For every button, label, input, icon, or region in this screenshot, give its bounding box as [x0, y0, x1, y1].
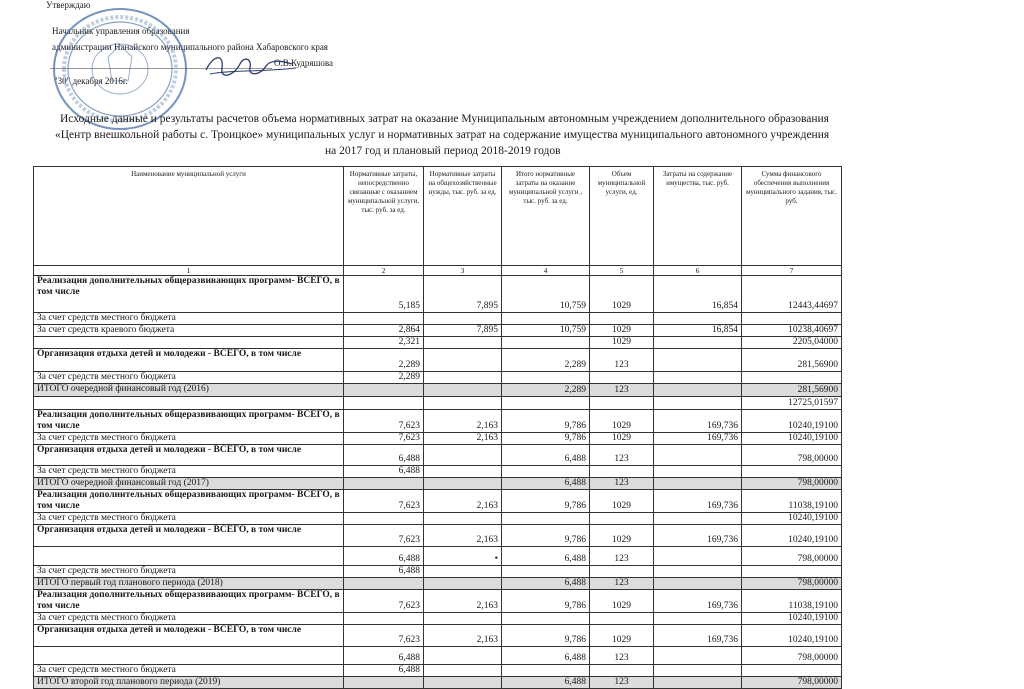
column-number: 4	[502, 266, 590, 276]
value-cell-c3	[424, 677, 502, 689]
value-cell-c6: 169,736	[654, 490, 742, 513]
value-cell-c2	[344, 478, 424, 490]
service-name-cell: ИТОГО очередной финансовый год (2017)	[34, 478, 344, 490]
value-cell-c7: 10240,19100	[742, 525, 842, 547]
approver-position-line1: Начальник управления образования	[52, 26, 190, 36]
approver-position-line2: администрации Нанайского муниципального района Хабаровского края	[52, 42, 328, 52]
value-cell-c7	[742, 566, 842, 578]
value-cell-c4: 10,759	[502, 325, 590, 337]
value-cell-c5: 123	[590, 478, 654, 490]
value-cell-c2	[344, 313, 424, 325]
value-cell-c2: 5,185	[344, 276, 424, 313]
value-cell-c7: 798,00000	[742, 478, 842, 490]
value-cell-c3: 2,163	[424, 525, 502, 547]
column-number: 3	[424, 266, 502, 276]
column-number: 1	[34, 266, 344, 276]
value-cell-c4	[502, 513, 590, 525]
value-cell-c7: 2205,04000	[742, 337, 842, 349]
value-cell-c4: 9,786	[502, 433, 590, 445]
value-cell-c6: 16,854	[654, 276, 742, 313]
value-cell-c7	[742, 665, 842, 677]
value-cell-c3	[424, 466, 502, 478]
value-cell-c5: 123	[590, 647, 654, 665]
value-cell-c2	[344, 677, 424, 689]
service-name-cell: Организация отдыха детей и молодежи - ВСЕГО, в том числе	[34, 525, 344, 547]
value-cell-c3: 2,163	[424, 410, 502, 433]
document-title-line1: Исходные данные и результаты расчетов объема нормативных затрат на оказание Муниципальным автономным учреждением дополнительного образования	[60, 113, 829, 125]
approval-date: "30" декабря 2016г.	[54, 76, 128, 86]
table-row	[34, 384, 842, 397]
value-cell-c5	[590, 513, 654, 525]
value-cell-c6	[654, 372, 742, 384]
value-cell-c3	[424, 613, 502, 625]
value-cell-c6: 169,736	[654, 525, 742, 547]
value-cell-c2: 6,488	[344, 466, 424, 478]
table-header-row	[34, 167, 842, 266]
approval-header: Утверждаю	[46, 0, 91, 10]
value-cell-c4: 6,488	[502, 478, 590, 490]
value-cell-c6	[654, 647, 742, 665]
value-cell-c5: 123	[590, 578, 654, 590]
value-cell-c3	[424, 665, 502, 677]
table-row	[34, 613, 842, 625]
value-cell-c6	[654, 665, 742, 677]
value-cell-c3	[424, 566, 502, 578]
table-row	[34, 665, 842, 677]
service-name-cell: Реализация дополнительных общеразвивающих программ- ВСЕГО, в том числе	[34, 410, 344, 433]
column-number: 5	[590, 266, 654, 276]
value-cell-c7: 12725,01597	[742, 397, 842, 410]
value-cell-c7: 12443,44697	[742, 276, 842, 313]
table-row	[34, 677, 842, 689]
table-row	[34, 490, 842, 513]
value-cell-c4: 9,786	[502, 410, 590, 433]
value-cell-c4	[502, 372, 590, 384]
value-cell-c7: 798,00000	[742, 445, 842, 466]
service-name-cell: За счет средств местного бюджета	[34, 613, 344, 625]
column-header-general-costs: Нормативные затраты на общехозяйственные нужды, тыс. руб. за ед.	[424, 167, 502, 266]
column-number: 2	[344, 266, 424, 276]
value-cell-c5: 1029	[590, 490, 654, 513]
value-cell-c7: 798,00000	[742, 578, 842, 590]
value-cell-c7: 10240,19100	[742, 613, 842, 625]
value-cell-c4	[502, 397, 590, 410]
value-cell-c3	[424, 337, 502, 349]
value-cell-c2: 6,488	[344, 566, 424, 578]
value-cell-c6	[654, 397, 742, 410]
service-name-cell	[34, 337, 344, 349]
value-cell-c5: 1029	[590, 433, 654, 445]
service-name-cell: ИТОГО второй год планового периода (2019)	[34, 677, 344, 689]
value-cell-c6	[654, 337, 742, 349]
value-cell-c7: 11038,19100	[742, 590, 842, 613]
value-cell-c4	[502, 337, 590, 349]
approver-signer-name: О.В.Кудряшова	[274, 58, 334, 68]
value-cell-c3: 7,895	[424, 276, 502, 313]
service-name-cell: Реализация дополнительных общеразвивающих программ- ВСЕГО, в том числе	[34, 490, 344, 513]
handwritten-signature	[200, 50, 300, 84]
value-cell-c3	[424, 513, 502, 525]
value-cell-c4	[502, 665, 590, 677]
value-cell-c6: 16,854	[654, 325, 742, 337]
table-row	[34, 566, 842, 578]
value-cell-c2: 2,289	[344, 349, 424, 372]
value-cell-c7	[742, 313, 842, 325]
table-row	[34, 337, 842, 349]
value-cell-c5: 1029	[590, 276, 654, 313]
value-cell-c5: 1029	[590, 325, 654, 337]
value-cell-c7: 10238,40697	[742, 325, 842, 337]
table-row	[34, 578, 842, 590]
value-cell-c2: 7,623	[344, 590, 424, 613]
value-cell-c3	[424, 578, 502, 590]
service-name-cell: За счет средств местного бюджета	[34, 372, 344, 384]
document-title-line3: на 2017 год и плановый период 2018-2019 годов	[325, 145, 561, 157]
value-cell-c6: 169,736	[654, 590, 742, 613]
value-cell-c5: 123	[590, 384, 654, 397]
value-cell-c6: 169,736	[654, 625, 742, 647]
service-name-cell	[34, 397, 344, 410]
value-cell-c2: 7,623	[344, 410, 424, 433]
value-cell-c4: 10,759	[502, 276, 590, 313]
table-row	[34, 410, 842, 433]
value-cell-c2: 6,488	[344, 547, 424, 566]
column-number-row	[34, 266, 842, 276]
value-cell-c4	[502, 313, 590, 325]
value-cell-c3	[424, 397, 502, 410]
table-row	[34, 445, 842, 466]
value-cell-c3	[424, 478, 502, 490]
column-header-service-name: Наименование муниципальной услуги	[34, 167, 344, 266]
service-name-cell: За счет средств местного бюджета	[34, 566, 344, 578]
service-name-cell: За счет средств местного бюджета	[34, 665, 344, 677]
value-cell-c7: 10240,19100	[742, 625, 842, 647]
column-header-total-costs: Итого нормативные затраты на оказание муниципальной услуги , тыс. руб. за ед.	[502, 167, 590, 266]
value-cell-c4	[502, 466, 590, 478]
value-cell-c2: 6,488	[344, 647, 424, 665]
table-row	[34, 478, 842, 490]
value-cell-c7: 11038,19100	[742, 490, 842, 513]
value-cell-c2: 7,623	[344, 525, 424, 547]
value-cell-c7: 798,00000	[742, 677, 842, 689]
value-cell-c6: 169,736	[654, 410, 742, 433]
value-cell-c5: 1029	[590, 337, 654, 349]
value-cell-c4: 6,488	[502, 445, 590, 466]
service-name-cell: ИТОГО очередной финансовый год (2016)	[34, 384, 344, 397]
value-cell-c7: 281,56900	[742, 349, 842, 372]
table-row	[34, 433, 842, 445]
service-name-cell	[34, 647, 344, 665]
service-name-cell: За счет средств местного бюджета	[34, 433, 344, 445]
value-cell-c5	[590, 313, 654, 325]
value-cell-c5	[590, 566, 654, 578]
value-cell-c6	[654, 478, 742, 490]
value-cell-c2	[344, 397, 424, 410]
value-cell-c6	[654, 466, 742, 478]
value-cell-c4: 2,289	[502, 384, 590, 397]
value-cell-c4: 6,488	[502, 647, 590, 665]
service-name-cell: Организация отдыха детей и молодежи - ВСЕГО, в том числе	[34, 445, 344, 466]
value-cell-c6	[654, 677, 742, 689]
table-row	[34, 466, 842, 478]
value-cell-c5	[590, 372, 654, 384]
value-cell-c5: 1029	[590, 590, 654, 613]
value-cell-c5: 123	[590, 349, 654, 372]
service-name-cell: За счет средств местного бюджета	[34, 313, 344, 325]
table-row	[34, 397, 842, 410]
value-cell-c6	[654, 547, 742, 566]
value-cell-c3	[424, 349, 502, 372]
value-cell-c4	[502, 566, 590, 578]
table-row	[34, 313, 842, 325]
table-row	[34, 513, 842, 525]
table-row	[34, 349, 842, 372]
table-row	[34, 525, 842, 547]
value-cell-c2: 7,623	[344, 490, 424, 513]
value-cell-c4: 6,488	[502, 547, 590, 566]
value-cell-c3	[424, 384, 502, 397]
value-cell-c3: •	[424, 547, 502, 566]
value-cell-c7	[742, 372, 842, 384]
value-cell-c4: 6,488	[502, 578, 590, 590]
value-cell-c4: 9,786	[502, 625, 590, 647]
value-cell-c3: 2,163	[424, 433, 502, 445]
table-row	[34, 647, 842, 665]
value-cell-c3: 2,163	[424, 590, 502, 613]
value-cell-c6: 169,736	[654, 433, 742, 445]
value-cell-c3: 2,163	[424, 490, 502, 513]
value-cell-c4: 6,488	[502, 677, 590, 689]
column-header-property-costs: Затраты на содержание имущества, тыс. руб.	[654, 167, 742, 266]
document-title-line2: «Центр внешкольной работы с. Троицкое» муниципальных услуг и нормативных затрат на содержание имущества муниципального автономного учреждения	[55, 129, 830, 141]
table-row	[34, 547, 842, 566]
service-name-cell: ИТОГО первый год планового периода (2018)	[34, 578, 344, 590]
value-cell-c5	[590, 397, 654, 410]
value-cell-c2	[344, 613, 424, 625]
value-cell-c5: 123	[590, 445, 654, 466]
service-name-cell: Организация отдыха детей и молодежи - ВСЕГО, в том числе	[34, 625, 344, 647]
service-name-cell: За счет средств местного бюджета	[34, 513, 344, 525]
value-cell-c4	[502, 613, 590, 625]
value-cell-c6	[654, 578, 742, 590]
value-cell-c7: 281,56900	[742, 384, 842, 397]
value-cell-c4: 9,786	[502, 525, 590, 547]
value-cell-c5: 1029	[590, 625, 654, 647]
table-row	[34, 372, 842, 384]
value-cell-c6	[654, 349, 742, 372]
value-cell-c6	[654, 613, 742, 625]
column-number: 7	[742, 266, 842, 276]
value-cell-c6	[654, 445, 742, 466]
service-name-cell: Организация отдыха детей и молодежи - ВСЕГО, в том числе	[34, 349, 344, 372]
cost-calculation-table	[33, 166, 841, 687]
service-name-cell: За счет средств местного бюджета	[34, 466, 344, 478]
value-cell-c7: 10240,19100	[742, 433, 842, 445]
value-cell-c6	[654, 513, 742, 525]
value-cell-c6	[654, 566, 742, 578]
table-row	[34, 325, 842, 337]
value-cell-c6	[654, 384, 742, 397]
value-cell-c7	[742, 466, 842, 478]
value-cell-c2: 2,289	[344, 372, 424, 384]
value-cell-c4: 2,289	[502, 349, 590, 372]
value-cell-c3: 2,163	[424, 625, 502, 647]
value-cell-c5: 1029	[590, 410, 654, 433]
value-cell-c7: 10240,19100	[742, 410, 842, 433]
value-cell-c4: 9,786	[502, 590, 590, 613]
value-cell-c3: 7,895	[424, 325, 502, 337]
value-cell-c3	[424, 313, 502, 325]
value-cell-c2	[344, 384, 424, 397]
value-cell-c2: 7,623	[344, 433, 424, 445]
value-cell-c5	[590, 665, 654, 677]
value-cell-c3	[424, 372, 502, 384]
value-cell-c3	[424, 647, 502, 665]
value-cell-c5: 123	[590, 677, 654, 689]
service-name-cell: Реализация дополнительных общеразвивающих программ- ВСЕГО, в том числе	[34, 276, 344, 313]
column-header-funding-amount: Сумма финансового обеспечения выполнения муниципального задания, тыс. руб.	[742, 167, 842, 266]
value-cell-c5: 1029	[590, 525, 654, 547]
value-cell-c5	[590, 613, 654, 625]
value-cell-c4: 9,786	[502, 490, 590, 513]
value-cell-c2: 2,321	[344, 337, 424, 349]
value-cell-c2: 6,488	[344, 665, 424, 677]
value-cell-c2	[344, 513, 424, 525]
value-cell-c7: 10240,19100	[742, 513, 842, 525]
value-cell-c7: 798,00000	[742, 647, 842, 665]
table-row	[34, 625, 842, 647]
value-cell-c7: 798,00000	[742, 547, 842, 566]
value-cell-c2: 2,864	[344, 325, 424, 337]
column-header-direct-costs: Нормативные затраты, непосредственно связанные с оказанием муниципальной услуги, тыс. руб. за ед.	[344, 167, 424, 266]
service-name-cell	[34, 547, 344, 566]
value-cell-c2: 6,488	[344, 445, 424, 466]
value-cell-c3	[424, 445, 502, 466]
value-cell-c5: 123	[590, 547, 654, 566]
table-row	[34, 276, 842, 313]
value-cell-c2	[344, 578, 424, 590]
service-name-cell: Реализация дополнительных общеразвивающих программ- ВСЕГО, в том числе	[34, 590, 344, 613]
column-number: 6	[654, 266, 742, 276]
value-cell-c6	[654, 313, 742, 325]
value-cell-c5	[590, 466, 654, 478]
column-header-service-volume: Объем муниципальной услуги, ед.	[590, 167, 654, 266]
service-name-cell: За счет средств краевого бюджета	[34, 325, 344, 337]
table-row	[34, 590, 842, 613]
value-cell-c2: 7,623	[344, 625, 424, 647]
